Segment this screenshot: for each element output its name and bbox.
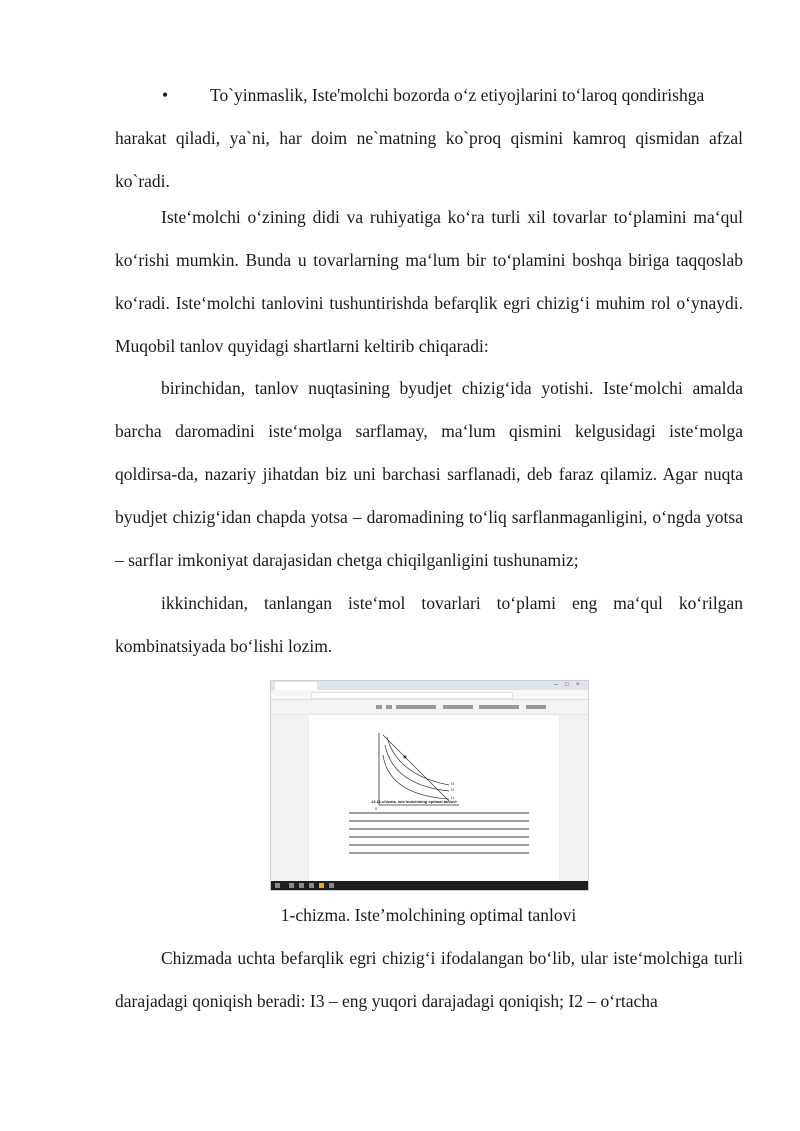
text-line (349, 820, 529, 822)
maximize-icon: □ (565, 682, 569, 688)
paragraph-4: ikkinchidan, tanlangan iste‘mol tovarlari to‘plami eng ma‘qul ko‘rilgan kombinatsiyada bo‘lishi lozim. (115, 593, 743, 656)
optimum-point (404, 756, 407, 759)
toolbar-icon (386, 705, 392, 709)
figure-screenshot (270, 680, 589, 891)
figure-browser-tab (275, 682, 317, 690)
taskbar-icon (289, 883, 294, 888)
text-line (349, 844, 529, 846)
text-line (349, 852, 529, 854)
close-icon: × (576, 682, 580, 688)
paragraph-5: Chizmada uchta befarqlik egri chizig‘i ifodalangan bo‘lib, ular iste‘molchiga turli darajadagi qoniqish beradi: I3 – eng yuqori darajadagi qoniqish; I2 – o‘rtacha (115, 948, 743, 1011)
bullet-symbol: • (162, 85, 169, 105)
toolbar-icon (396, 705, 436, 709)
curve-label: I3 (451, 781, 455, 786)
toolbar-icon (443, 705, 473, 709)
indifference-curve-i3 (387, 737, 449, 785)
origin-label: 0 (375, 806, 378, 811)
minimize-icon: – (554, 682, 558, 688)
taskbar-icon (299, 883, 304, 888)
budget-line (383, 735, 449, 801)
text-line (349, 812, 529, 814)
text-line (349, 828, 529, 830)
figure-window-titlebar (271, 681, 588, 690)
paragraph-1: harakat qiladi, ya`ni, har doim ne`matning ko`proq qismini kamroq qismidan afzal ko`radi. (115, 128, 743, 191)
taskbar-icon (329, 883, 334, 888)
toolbar-icon (376, 705, 382, 709)
toolbar-icon (526, 705, 546, 709)
indifference-curve-i1 (383, 755, 449, 799)
start-icon (275, 883, 280, 888)
paragraph-3: birinchidan, tanlov nuqtasining byudjet chizig‘ida yotishi. Iste‘molchi amalda barcha daromadini iste‘molga sarflamay, ma‘lum qismini kelgusidagi iste‘molga qoldirsa-da, nazariy jihatdan biz uni barchasi sarflanadi, deb faraz qilamiz. Agar nuqta byudjet chizig‘idan chapda yotsa – daromadining to‘liq sarflanmaganligini, o‘ngda yotsa – sarflar imkoniyat darajasidan chetga chiqilganligini tushunamiz; (115, 378, 743, 570)
bullet-text: To`yinmaslik, Iste'molchi bozorda o‘z etiyojlarini to‘laroq qondirishga (210, 85, 705, 105)
indifference-curve-graph (309, 715, 559, 881)
toolbar-icon (479, 705, 519, 709)
figure-inner-caption: 13.11-chizma. Iste’molchining optimal tanlovi (371, 799, 457, 804)
curve-label: I1 (451, 795, 455, 800)
figure-url-field (311, 692, 513, 699)
figure-caption: 1-chizma. Iste’molchining optimal tanlovi (280, 905, 577, 925)
paragraph-2: Iste‘molchi o‘zining didi va ruhiyatiga ko‘ra turli xil tovarlar to‘plamini ma‘qul ko‘rishi mumkin. Bunda u tovarlarning ma‘lum bir to‘plamini boshqa biriga taqqoslab ko‘radi. Iste‘molchi tanlovini tushuntirishda befarqlik egri chizig‘i muhim rol o‘ynaydi. Muqobil tanlov quyidagi shartlarni keltirib chiqaradi: (115, 207, 743, 356)
taskbar-icon (309, 883, 314, 888)
figure-document-page (309, 715, 559, 881)
taskbar-icon (319, 883, 324, 888)
text-line (349, 836, 529, 838)
indifference-curve-i2 (385, 745, 449, 791)
curve-label: I2 (451, 787, 455, 792)
